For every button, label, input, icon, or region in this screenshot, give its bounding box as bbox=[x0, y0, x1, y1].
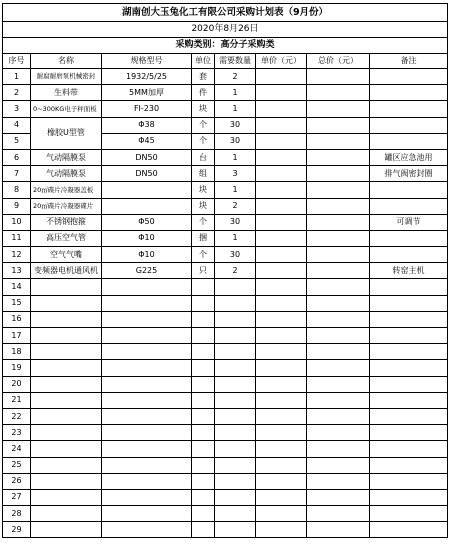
item-spec: Φ45 bbox=[102, 133, 192, 149]
item-price bbox=[256, 247, 307, 263]
item-total bbox=[307, 85, 370, 101]
header-total: 总价（元） bbox=[307, 54, 370, 69]
item-total bbox=[307, 182, 370, 198]
item-name: 0~300KG电子秤面板 bbox=[31, 101, 102, 117]
item-total bbox=[307, 247, 370, 263]
table-row bbox=[3, 85, 448, 101]
item-remark bbox=[370, 117, 448, 133]
item-remark bbox=[370, 328, 448, 344]
item-spec: DN50 bbox=[102, 166, 192, 182]
item-unit bbox=[192, 522, 215, 538]
item-price bbox=[256, 263, 307, 279]
item-price bbox=[256, 230, 307, 246]
row-number: 12 bbox=[3, 247, 31, 263]
row-number: 6 bbox=[3, 149, 31, 165]
item-spec bbox=[102, 328, 192, 344]
item-spec bbox=[102, 457, 192, 473]
item-unit: 块 bbox=[192, 198, 215, 214]
item-qty: 1 bbox=[215, 85, 256, 101]
item-price bbox=[256, 149, 307, 165]
item-qty bbox=[215, 506, 256, 522]
row-number: 2 bbox=[3, 85, 31, 101]
item-unit: 个 bbox=[192, 214, 215, 230]
row-number: 10 bbox=[3, 214, 31, 230]
item-spec: Φ38 bbox=[102, 117, 192, 133]
item-price bbox=[256, 198, 307, 214]
item-price bbox=[256, 182, 307, 198]
item-qty bbox=[215, 441, 256, 457]
item-remark bbox=[370, 311, 448, 327]
header-qty: 需要数量 bbox=[215, 54, 256, 69]
table-row bbox=[3, 376, 448, 392]
table-row bbox=[3, 489, 448, 505]
item-name: 不锈钢抱箍 bbox=[31, 214, 102, 230]
item-qty: 1 bbox=[215, 182, 256, 198]
row-number: 26 bbox=[3, 473, 31, 489]
row-number: 17 bbox=[3, 328, 31, 344]
item-price bbox=[256, 506, 307, 522]
item-remark: 罐区应急池用 bbox=[370, 149, 448, 165]
item-remark bbox=[370, 247, 448, 263]
item-spec bbox=[102, 441, 192, 457]
item-spec: Φ10 bbox=[102, 247, 192, 263]
row-number: 27 bbox=[3, 489, 31, 505]
item-spec bbox=[102, 408, 192, 424]
item-qty: 2 bbox=[215, 263, 256, 279]
item-price bbox=[256, 295, 307, 311]
item-remark bbox=[370, 457, 448, 473]
table-row bbox=[3, 230, 448, 246]
purchase-plan-table bbox=[2, 3, 448, 538]
table-row bbox=[3, 295, 448, 311]
item-total bbox=[307, 214, 370, 230]
item-name bbox=[31, 441, 102, 457]
row-number: 11 bbox=[3, 230, 31, 246]
table-row bbox=[3, 344, 448, 360]
item-total bbox=[307, 328, 370, 344]
item-remark bbox=[370, 506, 448, 522]
item-price bbox=[256, 69, 307, 85]
item-total bbox=[307, 376, 370, 392]
item-price bbox=[256, 360, 307, 376]
item-qty: 3 bbox=[215, 166, 256, 182]
item-total bbox=[307, 117, 370, 133]
item-name: 生料带 bbox=[31, 85, 102, 101]
item-price bbox=[256, 522, 307, 538]
item-unit bbox=[192, 360, 215, 376]
item-total bbox=[307, 392, 370, 408]
row-number: 14 bbox=[3, 279, 31, 295]
table-row bbox=[3, 214, 448, 230]
table-row bbox=[3, 425, 448, 441]
item-spec bbox=[102, 295, 192, 311]
sheet-date: 2020年8月26日 bbox=[3, 22, 448, 38]
item-unit bbox=[192, 295, 215, 311]
row-number: 4 bbox=[3, 117, 31, 133]
item-qty: 30 bbox=[215, 247, 256, 263]
item-remark bbox=[370, 441, 448, 457]
table-row bbox=[3, 311, 448, 327]
item-total bbox=[307, 506, 370, 522]
item-total bbox=[307, 69, 370, 85]
item-qty bbox=[215, 522, 256, 538]
item-price bbox=[256, 328, 307, 344]
item-remark: 转窑主机 bbox=[370, 263, 448, 279]
table-row bbox=[3, 522, 448, 538]
table-row bbox=[3, 198, 448, 214]
item-name bbox=[31, 392, 102, 408]
row-number: 29 bbox=[3, 522, 31, 538]
row-number: 7 bbox=[3, 166, 31, 182]
item-name bbox=[31, 328, 102, 344]
item-spec: Φ10 bbox=[102, 230, 192, 246]
item-qty bbox=[215, 344, 256, 360]
item-name: 变频器电机通风机 bbox=[31, 263, 102, 279]
row-number: 3 bbox=[3, 101, 31, 117]
table-row bbox=[3, 473, 448, 489]
item-remark bbox=[370, 489, 448, 505]
row-number: 8 bbox=[3, 182, 31, 198]
item-name: 气动隔膜泵 bbox=[31, 149, 102, 165]
table-row bbox=[3, 408, 448, 424]
item-name bbox=[31, 360, 102, 376]
purchase-plan-sheet bbox=[2, 3, 447, 538]
item-unit: 块 bbox=[192, 182, 215, 198]
item-unit bbox=[192, 392, 215, 408]
row-number: 20 bbox=[3, 376, 31, 392]
table-row bbox=[3, 263, 448, 279]
item-qty: 30 bbox=[215, 117, 256, 133]
item-name bbox=[31, 295, 102, 311]
item-spec: 5MM加厚 bbox=[102, 85, 192, 101]
item-total bbox=[307, 441, 370, 457]
item-price bbox=[256, 408, 307, 424]
item-spec: G225 bbox=[102, 263, 192, 279]
row-number: 18 bbox=[3, 344, 31, 360]
item-unit bbox=[192, 425, 215, 441]
table-row bbox=[3, 441, 448, 457]
item-remark bbox=[370, 230, 448, 246]
item-qty: 2 bbox=[215, 198, 256, 214]
item-price bbox=[256, 166, 307, 182]
item-name bbox=[31, 473, 102, 489]
item-total bbox=[307, 295, 370, 311]
item-remark bbox=[370, 198, 448, 214]
table-row bbox=[3, 360, 448, 376]
row-number: 23 bbox=[3, 425, 31, 441]
item-price bbox=[256, 117, 307, 133]
item-unit: 台 bbox=[192, 149, 215, 165]
header-unit: 单位 bbox=[192, 54, 215, 69]
item-remark bbox=[370, 133, 448, 149]
item-spec: FI-230 bbox=[102, 101, 192, 117]
item-spec bbox=[102, 279, 192, 295]
table-body bbox=[3, 69, 448, 538]
item-qty: 1 bbox=[215, 101, 256, 117]
item-total bbox=[307, 166, 370, 182]
item-total bbox=[307, 279, 370, 295]
table-row bbox=[3, 457, 448, 473]
item-price bbox=[256, 425, 307, 441]
item-spec bbox=[102, 198, 192, 214]
item-remark bbox=[370, 392, 448, 408]
item-qty bbox=[215, 489, 256, 505]
item-unit bbox=[192, 489, 215, 505]
item-remark: 可调节 bbox=[370, 214, 448, 230]
item-unit: 块 bbox=[192, 101, 215, 117]
item-remark bbox=[370, 376, 448, 392]
item-total bbox=[307, 408, 370, 424]
purchase-category: 采购类别：高分子采购类 bbox=[3, 38, 448, 54]
item-spec bbox=[102, 522, 192, 538]
table-row bbox=[3, 149, 448, 165]
item-name bbox=[31, 376, 102, 392]
item-spec bbox=[102, 311, 192, 327]
item-total bbox=[307, 101, 370, 117]
item-qty bbox=[215, 295, 256, 311]
item-qty bbox=[215, 279, 256, 295]
item-remark bbox=[370, 279, 448, 295]
row-number: 28 bbox=[3, 506, 31, 522]
item-qty bbox=[215, 311, 256, 327]
item-qty: 1 bbox=[215, 230, 256, 246]
item-name: 20㎡碟片冷凝器盖板 bbox=[31, 182, 102, 198]
item-name: 空气气嘴 bbox=[31, 247, 102, 263]
item-name bbox=[31, 279, 102, 295]
item-name bbox=[31, 506, 102, 522]
item-price bbox=[256, 441, 307, 457]
table-row bbox=[3, 328, 448, 344]
item-spec bbox=[102, 506, 192, 522]
header-no: 序号 bbox=[3, 54, 31, 69]
item-spec bbox=[102, 376, 192, 392]
row-number: 22 bbox=[3, 408, 31, 424]
item-total bbox=[307, 149, 370, 165]
item-qty bbox=[215, 360, 256, 376]
item-spec bbox=[102, 425, 192, 441]
item-qty: 2 bbox=[215, 69, 256, 85]
item-remark bbox=[370, 295, 448, 311]
item-total bbox=[307, 263, 370, 279]
item-name bbox=[31, 457, 102, 473]
item-qty: 1 bbox=[215, 149, 256, 165]
item-price bbox=[256, 279, 307, 295]
item-name bbox=[31, 408, 102, 424]
item-total bbox=[307, 230, 370, 246]
item-qty bbox=[215, 408, 256, 424]
item-unit bbox=[192, 311, 215, 327]
item-remark bbox=[370, 522, 448, 538]
item-price bbox=[256, 489, 307, 505]
item-unit bbox=[192, 441, 215, 457]
item-total bbox=[307, 360, 370, 376]
item-name: 气动隔膜泵 bbox=[31, 166, 102, 182]
item-remark bbox=[370, 408, 448, 424]
table-row bbox=[3, 279, 448, 295]
item-qty bbox=[215, 376, 256, 392]
item-unit: 个 bbox=[192, 133, 215, 149]
table-row bbox=[3, 392, 448, 408]
row-number: 25 bbox=[3, 457, 31, 473]
item-remark bbox=[370, 101, 448, 117]
row-number: 16 bbox=[3, 311, 31, 327]
item-name bbox=[31, 489, 102, 505]
row-number: 5 bbox=[3, 133, 31, 149]
item-unit: 件 bbox=[192, 85, 215, 101]
item-spec bbox=[102, 182, 192, 198]
item-remark bbox=[370, 425, 448, 441]
item-unit bbox=[192, 376, 215, 392]
item-remark bbox=[370, 182, 448, 198]
item-spec bbox=[102, 344, 192, 360]
item-unit bbox=[192, 457, 215, 473]
item-unit bbox=[192, 328, 215, 344]
item-name: 20㎡碟片冷凝器碟片 bbox=[31, 198, 102, 214]
item-total bbox=[307, 489, 370, 505]
item-remark bbox=[370, 360, 448, 376]
item-remark bbox=[370, 473, 448, 489]
item-remark bbox=[370, 69, 448, 85]
item-spec bbox=[102, 473, 192, 489]
table-row bbox=[3, 506, 448, 522]
item-price bbox=[256, 214, 307, 230]
row-number: 9 bbox=[3, 198, 31, 214]
item-unit: 套 bbox=[192, 69, 215, 85]
sheet-title: 湖南创大玉兔化工有限公司采购计划表（9月份） bbox=[3, 4, 448, 22]
table-row bbox=[3, 117, 448, 133]
item-qty bbox=[215, 392, 256, 408]
item-remark bbox=[370, 344, 448, 360]
row-number: 13 bbox=[3, 263, 31, 279]
item-qty bbox=[215, 425, 256, 441]
item-price bbox=[256, 376, 307, 392]
header-price: 单价（元） bbox=[256, 54, 307, 69]
item-spec: Φ50 bbox=[102, 214, 192, 230]
item-total bbox=[307, 457, 370, 473]
item-price bbox=[256, 457, 307, 473]
item-name: 耐腐耐磨泵机械密封 bbox=[31, 69, 102, 85]
item-total bbox=[307, 522, 370, 538]
item-name bbox=[31, 522, 102, 538]
item-total bbox=[307, 311, 370, 327]
table-row bbox=[3, 166, 448, 182]
item-spec bbox=[102, 360, 192, 376]
item-price bbox=[256, 133, 307, 149]
item-unit bbox=[192, 473, 215, 489]
item-name: 高压空气管 bbox=[31, 230, 102, 246]
table-row bbox=[3, 69, 448, 85]
row-number: 15 bbox=[3, 295, 31, 311]
item-total bbox=[307, 133, 370, 149]
item-unit: 个 bbox=[192, 117, 215, 133]
item-total bbox=[307, 344, 370, 360]
item-spec: 1932/5/25 bbox=[102, 69, 192, 85]
item-unit bbox=[192, 279, 215, 295]
item-price bbox=[256, 473, 307, 489]
item-total bbox=[307, 473, 370, 489]
item-name bbox=[31, 344, 102, 360]
item-qty: 30 bbox=[215, 214, 256, 230]
table-row bbox=[3, 247, 448, 263]
item-remark bbox=[370, 85, 448, 101]
item-name bbox=[31, 311, 102, 327]
item-price bbox=[256, 85, 307, 101]
header-spec: 规格型号 bbox=[102, 54, 192, 69]
header-name: 名称 bbox=[31, 54, 102, 69]
table-row bbox=[3, 101, 448, 117]
item-spec bbox=[102, 392, 192, 408]
item-total bbox=[307, 425, 370, 441]
item-unit: 组 bbox=[192, 166, 215, 182]
item-unit bbox=[192, 506, 215, 522]
item-qty bbox=[215, 328, 256, 344]
item-qty bbox=[215, 473, 256, 489]
item-unit: 个 bbox=[192, 247, 215, 263]
item-total bbox=[307, 198, 370, 214]
item-qty bbox=[215, 457, 256, 473]
item-spec: DN50 bbox=[102, 149, 192, 165]
item-price bbox=[256, 344, 307, 360]
item-qty: 30 bbox=[215, 133, 256, 149]
item-price bbox=[256, 101, 307, 117]
item-price bbox=[256, 311, 307, 327]
item-name bbox=[31, 425, 102, 441]
item-unit bbox=[192, 408, 215, 424]
item-name: 橡胶U型管 bbox=[31, 117, 102, 149]
item-spec bbox=[102, 489, 192, 505]
item-unit: 只 bbox=[192, 263, 215, 279]
item-unit bbox=[192, 344, 215, 360]
row-number: 1 bbox=[3, 69, 31, 85]
item-remark: 排气阀密封圈 bbox=[370, 166, 448, 182]
header-remark: 备注 bbox=[370, 54, 448, 69]
row-number: 19 bbox=[3, 360, 31, 376]
item-price bbox=[256, 392, 307, 408]
row-number: 21 bbox=[3, 392, 31, 408]
row-number: 24 bbox=[3, 441, 31, 457]
item-unit: 捆 bbox=[192, 230, 215, 246]
table-row bbox=[3, 182, 448, 198]
